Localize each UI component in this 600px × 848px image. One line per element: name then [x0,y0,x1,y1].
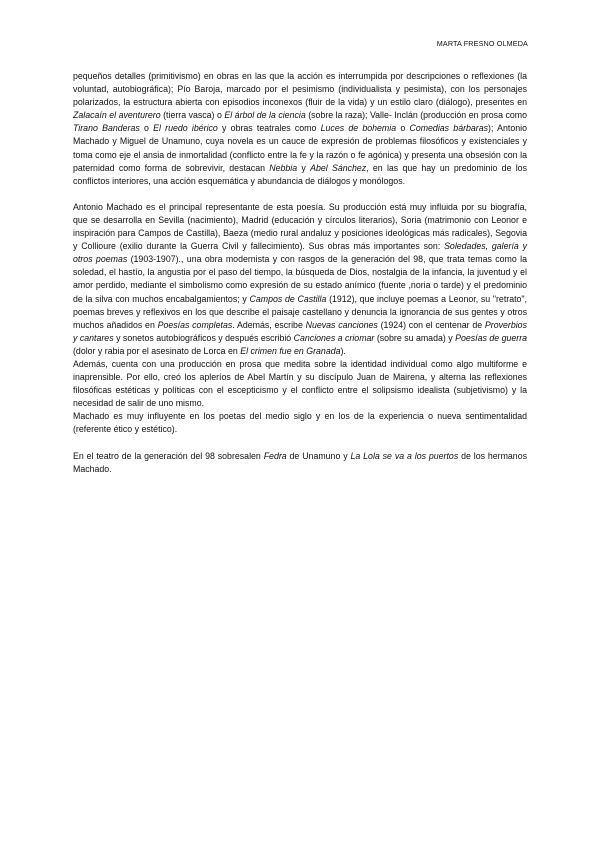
text-run: . Además, escribe [232,319,306,330]
italic-title: Luces de bohemia [320,123,397,134]
text-run: En el teatro de la generación del 98 sobresalen [73,450,264,461]
italic-title: Fedra [263,450,287,461]
italic-title: El crimen fue en Granada [240,345,341,356]
text-run: , en las que hay un predominio de los conflictos interiores, una acción esquemática y abundancia de diálogos y monólogos. [73,162,527,186]
text-run: y [297,162,311,173]
paragraph-p3 [73,358,527,410]
text-run: ); Antonio Machado y Miguel de Unamuno, cuya novela es un cauce de expresión de problemas filosóficos y existenciales y toma como eje el ansia de inmortalidad (conflicto entre la fe y la razón o fe agónica) y presenta una obsesión con la paternidad como forma de sobrevivir, destacan [73,123,527,173]
italic-title: El ruedo ibérico [153,123,218,134]
text-run: de Unamuno y [286,450,351,461]
text-run: pequeños detalles (primitivismo) en obras en las que la acción es interrumpida por descripciones o reflexiones (la voluntad, autobiográfica); Pío Baroja, marcado por el pesimismo (individualista y pesimista), con los personajes polarizados, la estructura abierta con episodios inconexos (fluir de la vida) y un estilo claro (diálogo), presentes en [73,71,527,108]
body-text [73,70,527,476]
italic-title: Soledades, galería y otros poemas [73,241,527,265]
paragraph-p5 [73,450,527,476]
text-run: Machado es muy influyente en los poetas del medio siglo y en los de la experiencia o nueva sentimentalidad (referente ético y estético). [73,411,527,435]
text-run: (tierra vasca) o [160,110,225,121]
text-run: (1924) con el centenar de [377,319,485,330]
text-run: de los hermanos Machado. [73,450,527,474]
italic-title: El árbol de la ciencia [224,110,306,121]
paragraph-p4 [73,410,527,436]
text-run: Antonio Machado es el principal representante de esta poesía. Su producción está muy influida por su biografía, que se desarrolla en Sevilla (nacimiento), Madrid (educación y círculos literarios), Soria (matrimonio con Leonor e inspiración para Campos de Castilla), Baeza (medio rural andaluz y posiciones ideológicas más radicales), Segovia y Collioure (exilio durante la Guerra Civil y fallecimiento). Sus obras más importantes son: [73,201,527,252]
italic-title: Comedias bárbaras [409,123,489,134]
italic-title: Nuevas canciones [305,319,378,330]
text-run: y obras teatrales como [217,123,321,134]
text-run: (sobre su amada) y [374,332,456,343]
text-run: ). [340,345,346,356]
text-run: (1903-1907)., una obra modernista y con rasgos de la generación del 98, que trata temas como la soledad, el hastío, la angustia por el paso del tiempo, la búsqueda de Dios, nostalgia de la infancia, la juventud y el amor perdido, mediante el simbolismo como expresión de su estado anímico (fuente ,noria o tarde) y el predominio de la silva con muchos encabalgamientos; y [73,254,527,304]
paragraph-gap [73,437,527,450]
text-run: Además, cuenta con una producción en prosa que medita sobre la identidad individual como algo multiforme e inaprensible. Por ello, creó los apleríos de Abel Martín y su discípulo Juan de Mairena, y alterna las reflexiones filosóficas estéticas y políticas con el escepticismo y el conflicto entre el solipsismo idealista (subjetivismo) y la necesidad de salir de uno mismo. [73,358,527,409]
text-run: y sonetos autobiográficos y después escribió [113,332,294,343]
italic-title: Poesías completas [157,319,233,330]
italic-title: Proverbios y cantares [73,319,527,343]
text-run: (sobre la raza); Valle- Inclán (producción en prosa como [305,110,527,121]
paragraph-p1 [73,70,527,188]
running-header-author: MARTA FRESNO OLMEDA [436,39,528,48]
text-run: (1912), que incluye poemas a Leonor, su "retrato", poemas breves y reflexivos en los que describe el paisaje castellano y denuncia la ignorancia de sus gentes y otros muchos añadidos en [73,293,527,330]
italic-title: Poesías de guerra [455,332,528,343]
italic-title: Abel Sánchez [310,162,367,173]
italic-title: Canciones a criomar [293,332,375,343]
italic-title: Tirano Banderas [73,123,140,134]
italic-title: La Lola se va a los puertos [350,450,459,461]
text-run: o [396,123,410,134]
italic-title: Zalacaín el aventurero [73,110,161,121]
italic-title: Nebbia [269,162,298,173]
text-run: (dolor y rabia por el asesinato de Lorca en [73,345,241,356]
text-run: o [139,123,154,134]
paragraph-p2 [73,201,527,358]
paragraph-gap [73,188,527,201]
italic-title: Campos de Castilla [249,293,327,304]
